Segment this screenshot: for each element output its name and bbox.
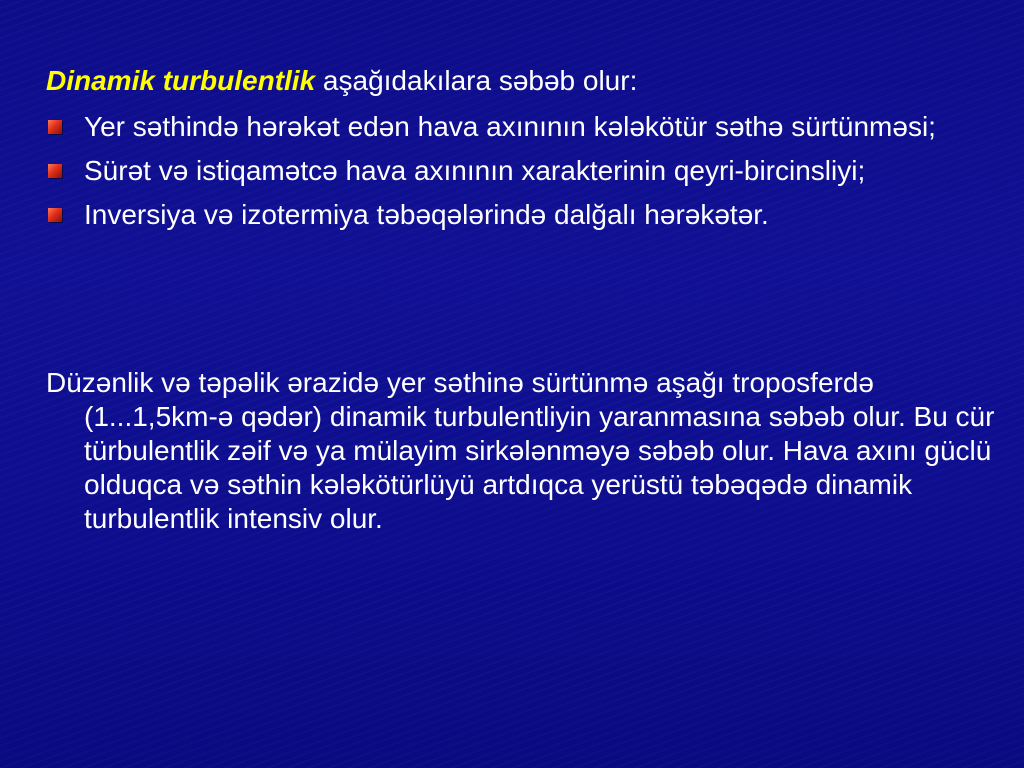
- list-item: [44, 198, 984, 232]
- list-item: [44, 110, 984, 144]
- list-item: [44, 154, 984, 188]
- bullet-text: Yer səthində hərəkət edən hava axınının kələkötür səthə sürtünməsi;: [84, 111, 936, 142]
- intro-line: [46, 64, 996, 98]
- square-bullet-icon: [48, 164, 62, 178]
- bullet-text: Sürət və istiqamətcə hava axınının xarakterinin qeyri-bircinsliyi;: [84, 155, 866, 186]
- bullet-text: Inversiya və izotermiya təbəqələrində dalğalı hərəkətər.: [84, 199, 769, 230]
- square-bullet-icon: [48, 120, 62, 134]
- bullet-list: [44, 110, 984, 242]
- square-bullet-icon: [48, 208, 62, 222]
- intro-emphasis: Dinamik turbulentlik: [46, 65, 316, 96]
- body-paragraph: Düzənlik və təpəlik ərazidə yer səthinə sürtünmə aşağı troposferdə (1...1,5km-ə qədər) dinamik turbulentliyin yaranmasına səbəb olur. Bu cür türbulentlik zəif və ya mülayim sirkələnməyə səbəb olur. Hava axını güclü olduqca və səthin kələkötürlüyü artdıqca yerüstü təbəqədə dinamik turbulentlik intensiv olur.: [46, 367, 995, 534]
- intro-text: aşağıdakılara səbəb olur:: [315, 65, 638, 96]
